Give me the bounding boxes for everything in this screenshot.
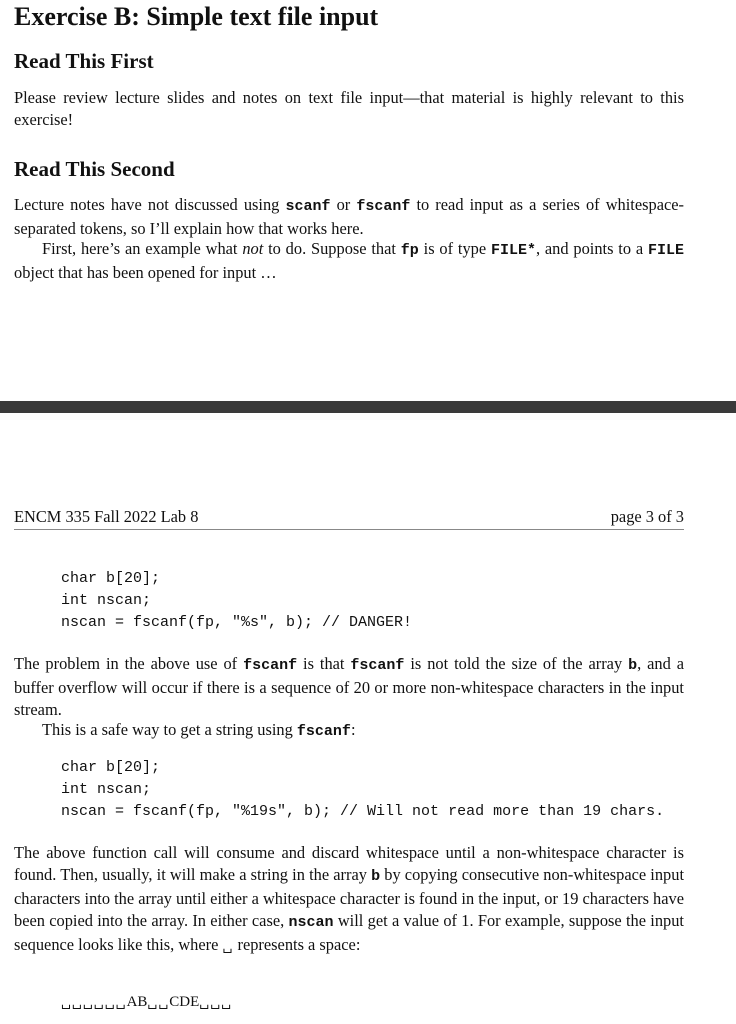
space-symbol: ␣ [222, 938, 234, 953]
paragraph-first-example: First, here’s an example what not to do. Suppose that fp is of type FILE*, and points to a FILE object that has been opened for input … [14, 239, 684, 282]
code-line: char b[20]; [61, 570, 161, 587]
code-line: nscan = fscanf(fp, "%19s", b); // Will not read more than 19 chars. [61, 803, 665, 820]
code-line: nscan = fscanf(fp, "%s", b); // DANGER! [61, 614, 413, 631]
header-course: ENCM 335 Fall 2022 Lab 8 [14, 507, 199, 526]
paragraph-read-second: Lecture notes have not discussed using scanf or fscanf to read input as a series of whitespace-separated tokens, so I’ll explain how that works here. [14, 195, 684, 238]
sample-input-sequence: ␣␣␣␣␣␣AB␣␣CDE␣␣␣ [61, 994, 233, 1010]
paragraph-problem: The problem in the above use of fscanf is that fscanf is not told the size of the array b, and a buffer overflow will occur if there is a sequence of 20 or more non-whitespace characters in the input stream. [14, 654, 685, 719]
page-header [14, 506, 684, 528]
code-block-safe [61, 757, 664, 823]
code-line: char b[20]; [61, 759, 161, 776]
code-line: int nscan; [61, 781, 152, 798]
paragraph-explanation: The above function call will consume and discard whitespace until a non-whitespace character is found. Then, usually, it will make a string in the array b by copying consecutive non-whitespace input characters into the array until either a whitespace character is found in the input, or 19 characters have been copied into the array. In either case, nscan will get a value of 1. For example, suppose the input sequence looks like this, where ␣ represents a space: [14, 843, 684, 954]
paragraph-safe-way: This is a safe way to get a string using fscanf: [42, 720, 356, 740]
page-divider [0, 401, 736, 413]
heading-read-first: Read This First [14, 49, 154, 73]
code-line: int nscan; [61, 592, 152, 609]
exercise-title: Exercise B: Simple text file input [14, 2, 379, 31]
heading-read-second: Read This Second [14, 157, 175, 181]
paragraph-read-first: Please review lecture slides and notes on text file input—that material is highly relevant to this exercise! [14, 88, 684, 129]
code-block-danger [61, 568, 412, 634]
header-rule [14, 529, 684, 530]
header-page-number: page 3 of 3 [610, 507, 684, 526]
